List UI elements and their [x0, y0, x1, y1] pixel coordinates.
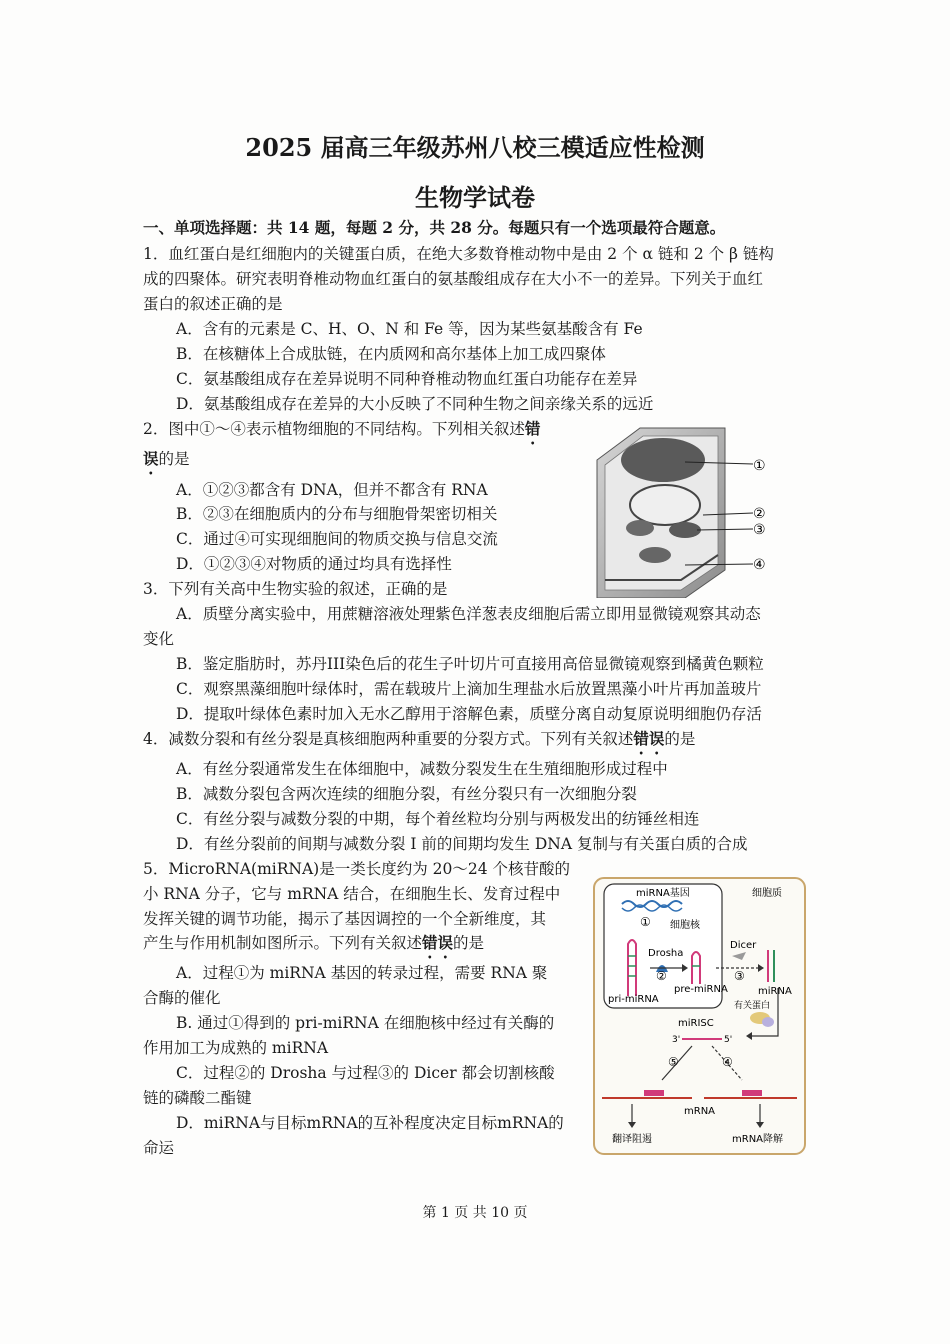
mitochondrion-shape: [669, 522, 701, 538]
step-4-label: ④: [722, 1055, 733, 1069]
q4-stem-text: 4．减数分裂和有丝分裂是真核细胞两种重要的分裂方式。下列有关叙述: [143, 730, 634, 748]
page-title: 2025 届高三年级苏州八校三模适应性检测: [245, 133, 705, 162]
q4-option-c: C．有丝分裂与减数分裂的中期，每个着丝粒均分别与两极发出的纺锤丝相连: [176, 810, 700, 828]
q5-stem-emphasis: 错误: [422, 933, 454, 952]
q5-stem-text: 产生与作用机制如图所示。下列有关叙述: [143, 934, 423, 952]
q1-option-a: A．含有的元素是 C、H、O、N 和 Fe 等，因为某些氨基酸含有 Fe: [176, 320, 643, 338]
q2-stem-emphasis-1: 错: [524, 419, 541, 438]
pre-mirna-label: pre-miRNA: [674, 984, 728, 995]
q2-option-c: C．通过④可实现细胞间的物质交换与信息交流: [176, 530, 498, 548]
cytoplasm-label: 细胞质: [752, 888, 782, 899]
fig-label-1: ①: [753, 458, 766, 474]
q2-option-b: B．②③在细胞质内的分布与细胞骨架密切相关: [176, 505, 498, 523]
q5-stem-line1: 5．MicroRNA(miRNA)是一类长度约为 20～24 个核苷酸的: [143, 860, 571, 878]
step-3-label: ③: [734, 969, 745, 983]
chloroplast-shape-2: [639, 547, 671, 563]
dicer-label: Dicer: [730, 940, 757, 951]
q4-option-b: B．减数分裂包含两次连续的细胞分裂，有丝分裂只有一次细胞分裂: [176, 785, 637, 803]
q2-stem-line1: [143, 418, 540, 448]
mirna-label: miRNA: [758, 986, 792, 997]
q5-stem-tail: 的是: [453, 934, 485, 952]
q5-stem-line3: 发挥关键的调节功能，揭示了基因调控的一个全新维度，其: [143, 910, 547, 928]
vacuole-shape: [621, 438, 705, 482]
q2-option-a: A．①②③都含有 DNA，但并不都含有 RNA: [176, 481, 488, 499]
q4-stem-emphasis: 错误: [633, 729, 665, 748]
q3-option-c: C．观察黑藻细胞叶绿体时，需在载玻片上滴加生理盐水后放置黑藻小叶片再加盖玻片: [176, 680, 762, 698]
q5-option-c-line1: C．过程②的 Drosha 与过程③的 Dicer 都会切割核酸: [176, 1064, 555, 1082]
q5-option-d-line1: D．miRNA与目标mRNA的互补程度决定目标mRNA的: [176, 1114, 564, 1132]
q1-option-b: B．在核糖体上合成肽链，在内质网和高尔基体上加工成四聚体: [176, 345, 606, 363]
q5-option-b-line1: B. 通过①得到的 pri-miRNA 在细胞核中经过有关酶的: [176, 1014, 555, 1032]
gene-label: miRNA基因: [636, 888, 690, 899]
page-subtitle: 生物学试卷: [415, 183, 535, 212]
drosha-label: Drosha: [648, 948, 684, 959]
q2-stem-emphasis-2: 误: [143, 449, 159, 468]
q5-option-b-line2: 作用加工为成熟的 miRNA: [143, 1039, 329, 1057]
section-header: 一、单项选择题：共 14 题，每题 2 分，共 28 分。每题只有一个选项最符合题意。: [143, 218, 726, 237]
protein-label: 有关蛋白: [734, 1001, 771, 1011]
q2-stem-text: 2．图中①～④表示植物细胞的不同结构。下列相关叙述: [143, 420, 525, 438]
prime-3-label: 3': [672, 1035, 681, 1045]
bound-risc-right: [742, 1090, 762, 1096]
nucleus-shape: [630, 485, 700, 525]
chloroplast-shape: [626, 520, 654, 536]
q3-option-d: D．提取叶绿体色素时加入无水乙醇用于溶解色素，质壁分离自动复原说明细胞仍存活: [176, 705, 762, 723]
q2-stem-line2: [143, 448, 190, 478]
q3-option-a-line2: 变化: [143, 630, 175, 648]
q4-option-a: A．有丝分裂通常发生在体细胞中，减数分裂发生在生殖细胞形成过程中: [176, 760, 668, 778]
q3-option-a-line1: A．质壁分离实验中，用蔗糖溶液处理紫色洋葱表皮细胞后需立即用显微镜观察其动态: [176, 605, 761, 623]
translation-block-label: 翻译阻遏: [612, 1134, 652, 1145]
q1-stem-line3: 蛋白的叙述正确的是: [143, 295, 283, 313]
fig-label-3: ③: [753, 522, 766, 538]
page-footer: 第 1 页 共 10 页: [422, 1205, 528, 1221]
q2-stem-tail: 的是: [158, 450, 190, 468]
mirna-mechanism-figure: [592, 876, 807, 1156]
bound-risc-left: [644, 1090, 664, 1096]
q2-option-d: D．①②③④对物质的通过均具有选择性: [176, 555, 452, 573]
q4-option-d: D．有丝分裂前的间期与减数分裂 I 前的间期均发生 DNA 复制与有关蛋白质的合成: [176, 835, 748, 853]
mrna-label: mRNA: [684, 1106, 716, 1117]
mrna-degrade-label: mRNA降解: [732, 1134, 784, 1145]
fig-label-2: ②: [753, 506, 766, 522]
q1-stem-line1: 1．血红蛋白是红细胞内的关键蛋白质，在绝大多数脊椎动物中是由 2 个 α 链和 2 个 β 链构: [143, 245, 774, 263]
nucleus-label: 细胞核: [670, 920, 700, 931]
step-2-label: ②: [656, 969, 667, 983]
q1-option-d: D．氨基酸组成存在差异的大小反映了不同种生物之间亲缘关系的远近: [176, 395, 654, 413]
q1-option-c: C．氨基酸组成存在差异说明不同种脊椎动物血红蛋白功能存在差异: [176, 370, 638, 388]
prime-5-label: 5': [724, 1035, 733, 1045]
step-1-label: ①: [640, 915, 651, 929]
q4-stem-tail: 的是: [664, 730, 696, 748]
q3-option-b: B．鉴定脂肪时，苏丹III染色后的花生子叶切片可直接用高倍显微镜观察到橘黄色颗粒: [176, 655, 764, 673]
plant-cell-figure: [585, 420, 780, 598]
q4-stem: [143, 728, 695, 758]
fig-label-4: ④: [753, 557, 766, 573]
q3-stem: 3．下列有关高中生物实验的叙述，正确的是: [143, 580, 448, 598]
pri-mirna-label: pri-miRNA: [608, 994, 659, 1005]
q5-option-c-line2: 链的磷酸二酯键: [143, 1089, 252, 1107]
step-5-label: ⑤: [668, 1055, 679, 1069]
risc-label: miRISC: [678, 1018, 714, 1029]
q5-stem-line2: 小 RNA 分子，它与 mRNA 结合，在细胞生长、发育过程中: [143, 885, 561, 903]
q5-option-a-line1: A．过程①为 miRNA 基因的转录过程，需要 RNA 聚: [176, 964, 548, 982]
q5-stem-line4: [143, 932, 484, 962]
q5-option-a-line2: 合酶的催化: [143, 989, 221, 1007]
q1-stem-line2: 成的四聚体。研究表明脊椎动物血红蛋白的氨基酸组成存在大小不一的差异。下列关于血红: [143, 270, 764, 288]
q5-option-d-line2: 命运: [143, 1139, 175, 1157]
